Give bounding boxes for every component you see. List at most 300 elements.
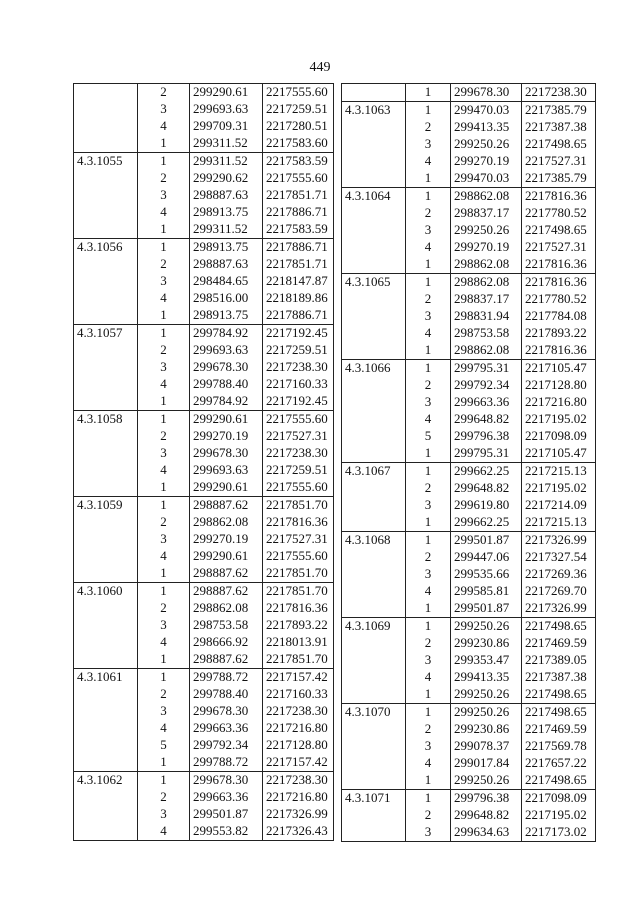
table-row (342, 188, 596, 206)
point-number-cell: 3 (138, 101, 190, 118)
parcel-id-cell (74, 170, 138, 187)
x-coordinate-cell: 299678.30 (190, 703, 263, 720)
parcel-id-cell (74, 789, 138, 806)
point-number-cell: 1 (138, 772, 190, 790)
y-coordinate-cell: 2217816.36 (522, 188, 596, 206)
point-number-cell: 4 (138, 548, 190, 565)
point-number-cell: 4 (138, 720, 190, 737)
x-coordinate-cell: 298666.92 (190, 634, 263, 651)
table-row (342, 566, 596, 583)
x-coordinate-cell: 298887.63 (190, 187, 263, 204)
table-row (342, 738, 596, 755)
y-coordinate-cell: 2217195.02 (522, 807, 596, 824)
parcel-id-cell (74, 720, 138, 737)
x-coordinate-cell: 299270.19 (190, 428, 263, 445)
table-row (74, 256, 334, 273)
y-coordinate-cell: 2217327.54 (522, 549, 596, 566)
x-coordinate-cell: 298837.17 (451, 291, 522, 308)
y-coordinate-cell: 2217851.71 (263, 256, 334, 273)
point-number-cell: 2 (138, 342, 190, 359)
parcel-id-cell (74, 823, 138, 841)
y-coordinate-cell: 2217215.13 (522, 463, 596, 481)
y-coordinate-cell: 2217498.65 (522, 222, 596, 239)
table-row (74, 497, 334, 515)
parcel-id-cell (342, 153, 406, 170)
y-coordinate-cell: 2217816.36 (263, 514, 334, 531)
parcel-id-cell (74, 376, 138, 393)
point-number-cell: 1 (406, 532, 451, 550)
x-coordinate-cell: 299709.31 (190, 118, 263, 135)
y-coordinate-cell: 2217851.70 (263, 583, 334, 601)
x-coordinate-cell: 298862.08 (190, 514, 263, 531)
point-number-cell: 2 (406, 549, 451, 566)
x-coordinate-cell: 298753.58 (451, 325, 522, 342)
table-row (74, 651, 334, 669)
y-coordinate-cell: 2217195.02 (522, 411, 596, 428)
table-row (342, 686, 596, 704)
parcel-id-cell: 4.3.1062 (74, 772, 138, 790)
table-row (74, 445, 334, 462)
point-number-cell: 4 (138, 462, 190, 479)
table-row (74, 325, 334, 343)
table-row (74, 376, 334, 393)
y-coordinate-cell: 2217498.65 (522, 136, 596, 153)
parcel-id-cell (342, 824, 406, 842)
point-number-cell: 4 (406, 583, 451, 600)
table-row (74, 634, 334, 651)
point-number-cell: 3 (138, 273, 190, 290)
y-coordinate-cell: 2217555.60 (263, 84, 334, 102)
parcel-id-cell (342, 377, 406, 394)
point-number-cell: 1 (406, 686, 451, 704)
point-number-cell: 2 (138, 428, 190, 445)
point-number-cell: 1 (406, 463, 451, 481)
point-number-cell: 3 (406, 308, 451, 325)
y-coordinate-cell: 2217269.36 (522, 566, 596, 583)
table-row (74, 342, 334, 359)
x-coordinate-cell: 299795.31 (451, 360, 522, 378)
y-coordinate-cell: 2217326.43 (263, 823, 334, 841)
x-coordinate-cell: 298887.62 (190, 497, 263, 515)
point-number-cell: 1 (406, 188, 451, 206)
table-row (342, 514, 596, 532)
table-row (74, 617, 334, 634)
y-coordinate-cell: 2217780.52 (522, 291, 596, 308)
parcel-id-cell (74, 703, 138, 720)
y-coordinate-cell: 2217469.59 (522, 635, 596, 652)
x-coordinate-cell: 299311.52 (190, 135, 263, 153)
table-row (342, 222, 596, 239)
x-coordinate-cell: 299250.26 (451, 686, 522, 704)
parcel-id-cell (342, 394, 406, 411)
table-row (74, 531, 334, 548)
x-coordinate-cell: 299788.72 (190, 669, 263, 687)
x-coordinate-cell: 299535.66 (451, 566, 522, 583)
point-number-cell: 4 (406, 755, 451, 772)
table-row (342, 256, 596, 274)
x-coordinate-cell: 299662.25 (451, 514, 522, 532)
point-number-cell: 2 (138, 256, 190, 273)
parcel-id-cell: 4.3.1056 (74, 239, 138, 257)
y-coordinate-cell: 2217157.42 (263, 754, 334, 772)
y-coordinate-cell: 2217326.99 (263, 806, 334, 823)
y-coordinate-cell: 2217160.33 (263, 376, 334, 393)
x-coordinate-cell: 299693.63 (190, 342, 263, 359)
table-row (74, 170, 334, 187)
table-row (342, 342, 596, 360)
y-coordinate-cell: 2217214.09 (522, 497, 596, 514)
table-row (342, 669, 596, 686)
x-coordinate-cell: 299693.63 (190, 462, 263, 479)
table-row (74, 204, 334, 221)
table-row (74, 754, 334, 772)
x-coordinate-cell: 299270.19 (190, 531, 263, 548)
point-number-cell: 3 (406, 566, 451, 583)
y-coordinate-cell: 2217192.45 (263, 325, 334, 343)
table-row (74, 737, 334, 754)
parcel-id-cell: 4.3.1055 (74, 153, 138, 171)
parcel-id-cell: 4.3.1060 (74, 583, 138, 601)
point-number-cell: 1 (138, 307, 190, 325)
x-coordinate-cell: 298887.62 (190, 565, 263, 583)
parcel-id-cell: 4.3.1065 (342, 274, 406, 292)
x-coordinate-cell: 299470.03 (451, 170, 522, 188)
y-coordinate-cell: 2217098.09 (522, 428, 596, 445)
point-number-cell: 3 (406, 136, 451, 153)
x-coordinate-cell: 298887.62 (190, 651, 263, 669)
point-number-cell: 1 (406, 274, 451, 292)
y-coordinate-cell: 2217583.60 (263, 135, 334, 153)
point-number-cell: 4 (138, 823, 190, 841)
y-coordinate-cell: 2217326.99 (522, 532, 596, 550)
parcel-id-cell (74, 221, 138, 239)
x-coordinate-cell: 299270.19 (451, 239, 522, 256)
y-coordinate-cell: 2217555.60 (263, 411, 334, 429)
table-row (74, 789, 334, 806)
x-coordinate-cell: 298862.08 (451, 342, 522, 360)
table-row (342, 704, 596, 722)
x-coordinate-cell: 298887.62 (190, 583, 263, 601)
table-row (342, 153, 596, 170)
y-coordinate-cell: 2217387.38 (522, 119, 596, 136)
table-row (74, 428, 334, 445)
point-number-cell: 3 (406, 497, 451, 514)
table-row (74, 221, 334, 239)
parcel-id-cell (342, 669, 406, 686)
parcel-id-cell (74, 393, 138, 411)
table-row (342, 618, 596, 636)
y-coordinate-cell: 2217128.80 (263, 737, 334, 754)
x-coordinate-cell: 299693.63 (190, 101, 263, 118)
x-coordinate-cell: 299311.52 (190, 221, 263, 239)
table-row (342, 291, 596, 308)
table-row (342, 790, 596, 808)
parcel-id-cell (74, 84, 138, 102)
parcel-id-cell (342, 738, 406, 755)
point-number-cell: 2 (406, 721, 451, 738)
parcel-id-cell (342, 445, 406, 463)
x-coordinate-cell: 298862.08 (190, 600, 263, 617)
x-coordinate-cell: 299788.40 (190, 686, 263, 703)
y-coordinate-cell: 2217816.36 (522, 274, 596, 292)
x-coordinate-cell: 299792.34 (451, 377, 522, 394)
x-coordinate-cell: 299290.61 (190, 479, 263, 497)
point-number-cell: 2 (138, 170, 190, 187)
x-coordinate-cell: 299250.26 (451, 704, 522, 722)
table-row (74, 187, 334, 204)
y-coordinate-cell: 2217216.80 (522, 394, 596, 411)
parcel-id-cell (342, 583, 406, 600)
x-coordinate-cell: 298516.00 (190, 290, 263, 307)
table-row (74, 600, 334, 617)
table-row (74, 479, 334, 497)
y-coordinate-cell: 2217816.36 (263, 600, 334, 617)
parcel-id-cell: 4.3.1068 (342, 532, 406, 550)
coordinates-table-left-body (74, 84, 334, 841)
x-coordinate-cell: 299230.86 (451, 635, 522, 652)
y-coordinate-cell: 2217886.71 (263, 239, 334, 257)
x-coordinate-cell: 299662.25 (451, 463, 522, 481)
point-number-cell: 4 (406, 325, 451, 342)
table-row (342, 824, 596, 842)
x-coordinate-cell: 299553.82 (190, 823, 263, 841)
parcel-id-cell (342, 480, 406, 497)
y-coordinate-cell: 2217784.08 (522, 308, 596, 325)
y-coordinate-cell: 2217326.99 (522, 600, 596, 618)
point-number-cell: 1 (406, 790, 451, 808)
table-row (342, 755, 596, 772)
point-number-cell: 2 (406, 480, 451, 497)
point-number-cell: 3 (138, 187, 190, 204)
point-number-cell: 4 (406, 239, 451, 256)
x-coordinate-cell: 298484.65 (190, 273, 263, 290)
x-coordinate-cell: 298913.75 (190, 307, 263, 325)
y-coordinate-cell: 2217816.36 (522, 342, 596, 360)
parcel-id-cell (342, 136, 406, 153)
parcel-id-cell (342, 652, 406, 669)
parcel-id-cell: 4.3.1066 (342, 360, 406, 378)
table-row (342, 635, 596, 652)
x-coordinate-cell: 299678.30 (190, 359, 263, 376)
point-number-cell: 1 (406, 514, 451, 532)
x-coordinate-cell: 299353.47 (451, 652, 522, 669)
y-coordinate-cell: 2217893.22 (522, 325, 596, 342)
point-number-cell: 4 (138, 204, 190, 221)
point-number-cell: 2 (138, 600, 190, 617)
x-coordinate-cell: 299017.84 (451, 755, 522, 772)
y-coordinate-cell: 2217105.47 (522, 360, 596, 378)
x-coordinate-cell: 298862.08 (451, 188, 522, 206)
point-number-cell: 1 (138, 153, 190, 171)
parcel-id-cell (342, 635, 406, 652)
y-coordinate-cell: 2217469.59 (522, 721, 596, 738)
y-coordinate-cell: 2218189.86 (263, 290, 334, 307)
table-row (74, 583, 334, 601)
y-coordinate-cell: 2217851.70 (263, 565, 334, 583)
table-row (342, 445, 596, 463)
parcel-id-cell (74, 428, 138, 445)
y-coordinate-cell: 2217527.31 (263, 531, 334, 548)
parcel-id-cell (342, 772, 406, 790)
y-coordinate-cell: 2217259.51 (263, 462, 334, 479)
y-coordinate-cell: 2217098.09 (522, 790, 596, 808)
point-number-cell: 2 (138, 686, 190, 703)
parcel-id-cell (342, 428, 406, 445)
y-coordinate-cell: 2217498.65 (522, 686, 596, 704)
parcel-id-cell (74, 342, 138, 359)
table-row (342, 549, 596, 566)
x-coordinate-cell: 299501.87 (190, 806, 263, 823)
y-coordinate-cell: 2217389.05 (522, 652, 596, 669)
y-coordinate-cell: 2217851.70 (263, 497, 334, 515)
table-row (74, 703, 334, 720)
x-coordinate-cell: 298862.08 (451, 256, 522, 274)
table-row (342, 721, 596, 738)
y-coordinate-cell: 2217583.59 (263, 153, 334, 171)
y-coordinate-cell: 2217555.60 (263, 170, 334, 187)
x-coordinate-cell: 299648.82 (451, 807, 522, 824)
parcel-id-cell (74, 445, 138, 462)
x-coordinate-cell: 299290.61 (190, 84, 263, 102)
x-coordinate-cell: 298837.17 (451, 205, 522, 222)
point-number-cell: 2 (138, 84, 190, 102)
x-coordinate-cell: 298862.08 (451, 274, 522, 292)
y-coordinate-cell: 2217780.52 (522, 205, 596, 222)
table-row (342, 394, 596, 411)
x-coordinate-cell: 298831.94 (451, 308, 522, 325)
table-row (74, 153, 334, 171)
parcel-id-cell: 4.3.1063 (342, 102, 406, 120)
point-number-cell: 1 (138, 651, 190, 669)
table-row (74, 548, 334, 565)
point-number-cell: 1 (406, 360, 451, 378)
y-coordinate-cell: 2217555.60 (263, 479, 334, 497)
point-number-cell: 1 (406, 445, 451, 463)
parcel-id-cell (74, 359, 138, 376)
y-coordinate-cell: 2217816.36 (522, 256, 596, 274)
x-coordinate-cell: 299078.37 (451, 738, 522, 755)
y-coordinate-cell: 2217527.31 (522, 153, 596, 170)
table-row (342, 807, 596, 824)
x-coordinate-cell: 299290.62 (190, 170, 263, 187)
point-number-cell: 1 (138, 325, 190, 343)
x-coordinate-cell: 299250.26 (451, 772, 522, 790)
x-coordinate-cell: 299270.19 (451, 153, 522, 170)
parcel-id-cell (74, 686, 138, 703)
x-coordinate-cell: 299250.26 (451, 222, 522, 239)
parcel-id-cell (342, 600, 406, 618)
x-coordinate-cell: 299788.40 (190, 376, 263, 393)
x-coordinate-cell: 299663.36 (451, 394, 522, 411)
parcel-id-cell (342, 84, 406, 102)
x-coordinate-cell: 299290.61 (190, 411, 263, 429)
parcel-id-cell (74, 479, 138, 497)
x-coordinate-cell: 299678.30 (190, 445, 263, 462)
x-coordinate-cell: 299663.36 (190, 789, 263, 806)
point-number-cell: 1 (406, 84, 451, 102)
y-coordinate-cell: 2217280.51 (263, 118, 334, 135)
y-coordinate-cell: 2217387.38 (522, 669, 596, 686)
y-coordinate-cell: 2217105.47 (522, 445, 596, 463)
table-row (342, 600, 596, 618)
table-row (74, 514, 334, 531)
x-coordinate-cell: 299792.34 (190, 737, 263, 754)
y-coordinate-cell: 2217238.30 (263, 359, 334, 376)
parcel-id-cell (342, 342, 406, 360)
parcel-id-cell: 4.3.1058 (74, 411, 138, 429)
x-coordinate-cell: 299648.82 (451, 480, 522, 497)
table-row (342, 652, 596, 669)
table-row (342, 119, 596, 136)
parcel-id-cell (74, 135, 138, 153)
point-number-cell: 4 (138, 290, 190, 307)
x-coordinate-cell: 299501.87 (451, 532, 522, 550)
x-coordinate-cell: 299678.30 (451, 84, 522, 102)
y-coordinate-cell: 2217527.31 (263, 428, 334, 445)
y-coordinate-cell: 2217238.30 (263, 703, 334, 720)
point-number-cell: 1 (406, 618, 451, 636)
table-row (342, 308, 596, 325)
point-number-cell: 1 (406, 102, 451, 120)
table-row (342, 325, 596, 342)
point-number-cell: 1 (138, 669, 190, 687)
table-row (342, 205, 596, 222)
x-coordinate-cell: 299311.52 (190, 153, 263, 171)
y-coordinate-cell: 2217192.45 (263, 393, 334, 411)
table-row (74, 101, 334, 118)
point-number-cell: 1 (138, 411, 190, 429)
x-coordinate-cell: 298753.58 (190, 617, 263, 634)
y-coordinate-cell: 2217216.80 (263, 789, 334, 806)
parcel-id-cell: 4.3.1070 (342, 704, 406, 722)
parcel-id-cell (74, 617, 138, 634)
x-coordinate-cell: 299250.26 (451, 136, 522, 153)
table-row (74, 669, 334, 687)
parcel-id-cell (74, 548, 138, 565)
parcel-id-cell (342, 497, 406, 514)
point-number-cell: 3 (138, 617, 190, 634)
point-number-cell: 2 (406, 377, 451, 394)
table-row (74, 411, 334, 429)
parcel-id-cell (74, 273, 138, 290)
table-row (342, 170, 596, 188)
point-number-cell: 4 (406, 411, 451, 428)
parcel-id-cell: 4.3.1069 (342, 618, 406, 636)
parcel-id-cell: 4.3.1057 (74, 325, 138, 343)
table-row (342, 583, 596, 600)
point-number-cell: 5 (406, 428, 451, 445)
x-coordinate-cell: 299784.92 (190, 325, 263, 343)
point-number-cell: 1 (138, 479, 190, 497)
x-coordinate-cell: 299413.35 (451, 669, 522, 686)
table-row (342, 428, 596, 445)
parcel-id-cell (342, 256, 406, 274)
x-coordinate-cell: 299663.36 (190, 720, 263, 737)
point-number-cell: 2 (138, 514, 190, 531)
point-number-cell: 2 (406, 119, 451, 136)
y-coordinate-cell: 2217259.51 (263, 101, 334, 118)
table-row (342, 480, 596, 497)
parcel-id-cell (74, 600, 138, 617)
y-coordinate-cell: 2217238.30 (263, 772, 334, 790)
x-coordinate-cell: 298913.75 (190, 239, 263, 257)
y-coordinate-cell: 2217157.42 (263, 669, 334, 687)
y-coordinate-cell: 2217385.79 (522, 170, 596, 188)
y-coordinate-cell: 2217555.60 (263, 548, 334, 565)
x-coordinate-cell: 298887.63 (190, 256, 263, 273)
y-coordinate-cell: 2217238.30 (522, 84, 596, 102)
y-coordinate-cell: 2217195.02 (522, 480, 596, 497)
